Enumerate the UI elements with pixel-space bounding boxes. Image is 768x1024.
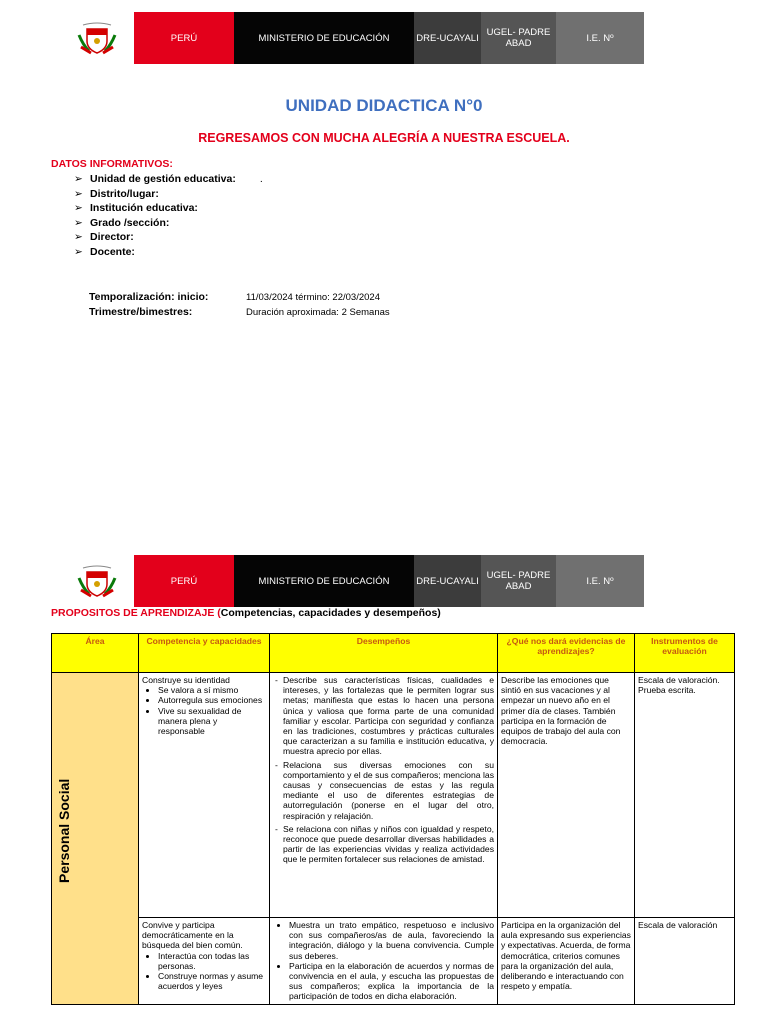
competencia-cell (139, 673, 270, 918)
header-ugel: UGEL- PADRE ABAD (481, 12, 556, 64)
desempenos-cell (270, 673, 498, 918)
col-header-desempenos: Desempeños (270, 634, 498, 673)
page-title: UNIDAD DIDACTICA N°0 (285, 96, 483, 115)
arrow-bullet-icon: ➢ (74, 173, 83, 185)
list-item: - Relaciona sus diversas emociones con su comportamiento y el de sus compañeros; menciona las causas y consecuencias de estas y las regula mediante el uso de diferentes estrategias de autorregulación (ponerse en el lugar del otro, respiración y relajación. (283, 760, 494, 821)
instrumentos-cell (635, 673, 735, 918)
instrumento-item: Prueba escrita. (638, 685, 696, 696)
instrumentos-cell: Escala de valoración (635, 918, 735, 1005)
col-header-competencia: Competencia y capacidades (139, 634, 270, 673)
datos-item-label: Unidad de gestión educativa: (90, 173, 236, 185)
competencia-title: Convive y participa democráticamente en la búsqueda del bien común. (142, 920, 243, 951)
header-ie: I.E. Nº (556, 555, 644, 607)
list-item: - Describe sus características físicas, cualidades e intereses, y las fortalezas que le permiten lograr sus metas; manifiesta que estas lo hacen una persona única y valiosa que forma parte de una comunidad familiar y escolar. Participa con seguridad y confianza en las tradiciones, costumbres y prácticas culturales que caracterizan a su familia e institución educativa, y muestra aprecio por ellas. (283, 675, 494, 757)
datos-item-label: Docente: (90, 245, 135, 258)
area-cell (52, 673, 139, 1005)
datos-item-label: Director: (90, 231, 134, 244)
list-item: • Interactúa con todas las personas. (158, 951, 266, 971)
propositos-heading-dark: Competencias, capacidades y desempeños) (220, 607, 441, 619)
arrow-bullet-icon: ➢ (74, 216, 83, 229)
list-item: • Muestra un trato empático, respetuoso e inclusivo con sus compañeros/as de aula, favoreciendo la integración, diálogo y la buena convivencia. Cumple sus deberes. (289, 920, 494, 961)
col-header-evidencias: ¿Qué nos dará evidencias de aprendizajes? (498, 634, 635, 673)
list-item: • Vive su sexualidad de manera plena y responsable (158, 706, 266, 737)
list-item (74, 187, 263, 202)
header-band (60, 12, 644, 64)
list-item (74, 216, 263, 231)
datos-item-label: Institución educativa: (90, 202, 198, 215)
propositos-heading-red: PROPOSITOS DE APRENDIZAJE ( (51, 607, 221, 619)
header-ie: I.E. Nº (556, 12, 644, 64)
competencia-title: Construye su identidad (142, 675, 230, 685)
temporalizacion-label: Temporalización: inicio: (89, 291, 209, 303)
propositos-heading (51, 607, 441, 619)
col-header-area: Área (52, 634, 139, 673)
table-row (52, 918, 735, 1005)
table-row (52, 673, 735, 918)
desempenos-cell (270, 918, 498, 1005)
list-item: • Autorregula sus emociones (158, 695, 266, 705)
header-peru: PERÚ (134, 555, 234, 607)
datos-heading: DATOS INFORMATIVOS: (51, 158, 173, 170)
logo-crest-icon (60, 555, 134, 607)
arrow-bullet-icon: ➢ (74, 202, 83, 215)
arrow-bullet-icon: ➢ (74, 245, 83, 258)
competencia-cell (139, 918, 270, 1005)
page-subtitle: REGRESAMOS CON MUCHA ALEGRÍA A NUESTRA ESCUELA. (198, 131, 570, 145)
datos-item-label: Distrito/lugar: (90, 187, 159, 200)
list-item: • Participa en la elaboración de acuerdos y normas de convivencia en el aula, y escucha las propuestas de sus compañeros; explica la importancia de la participación de todos en dicha elaboración. (289, 961, 494, 1002)
propositos-table (51, 633, 735, 1005)
col-header-instrumentos: Instrumentos de evaluación (635, 634, 735, 673)
list-item (74, 245, 263, 260)
arrow-bullet-icon: ➢ (74, 231, 83, 244)
temporalizacion-value: 11/03/2024 término: 22/03/2024 (246, 292, 380, 303)
header-band-repeat (60, 555, 644, 607)
list-item: • Se valora a sí mismo (158, 685, 266, 695)
evidencia-cell: Participa en la organización del aula expresando sus experiencias y expectativas. Acuerda, de forma democrática, criterios comunes para la organización del aula, deliberando e interactuando con respeto y empatía. (498, 918, 635, 1005)
list-item (74, 201, 263, 216)
list-item (74, 230, 263, 245)
header-ugel: UGEL- PADRE ABAD (481, 555, 556, 607)
trimestre-label: Trimestre/bimestres: (89, 306, 193, 318)
logo-crest-icon (60, 12, 134, 64)
desempenos-list (273, 920, 494, 1002)
capacidades-list (142, 685, 266, 736)
duracion-value: Duración aproximada: 2 Semanas (246, 307, 390, 318)
area-label: Personal Social (56, 778, 72, 883)
desempenos-list (273, 675, 494, 865)
header-peru: PERÚ (134, 12, 234, 64)
list-item: • Construye normas y asume acuerdos y leyes (158, 971, 266, 991)
header-ministerio: MINISTERIO DE EDUCACIÓN (234, 555, 414, 607)
header-dre: DRE-UCAYALI (414, 555, 481, 607)
datos-item-label: Grado /sección: (90, 216, 170, 229)
list-item: - Se relaciona con niñas y niños con igualdad y respeto, reconoce que puede desarrollar diversas habilidades a partir de las experiencias vividas y realiza actividades que le permiten fortalecer sus relaciones de amistad. (283, 824, 494, 865)
header-ministerio: MINISTERIO DE EDUCACIÓN (234, 12, 414, 64)
instrumento-item: Escala de valoración. (638, 675, 720, 685)
evidencia-cell: Describe las emociones que sintió en sus vacaciones y al empezar un nuevo año en el primer día de clases. También participa en la formación de equipos de trabajo del aula con democracia. (498, 673, 635, 918)
table-header-row (52, 634, 735, 673)
temporalizacion-block (89, 290, 390, 320)
header-dre: DRE-UCAYALI (414, 12, 481, 64)
capacidades-list (142, 951, 266, 992)
list-item: ➢ Unidad de gestión educativa: . (74, 173, 263, 185)
datos-list (74, 172, 263, 260)
arrow-bullet-icon: ➢ (74, 187, 83, 200)
